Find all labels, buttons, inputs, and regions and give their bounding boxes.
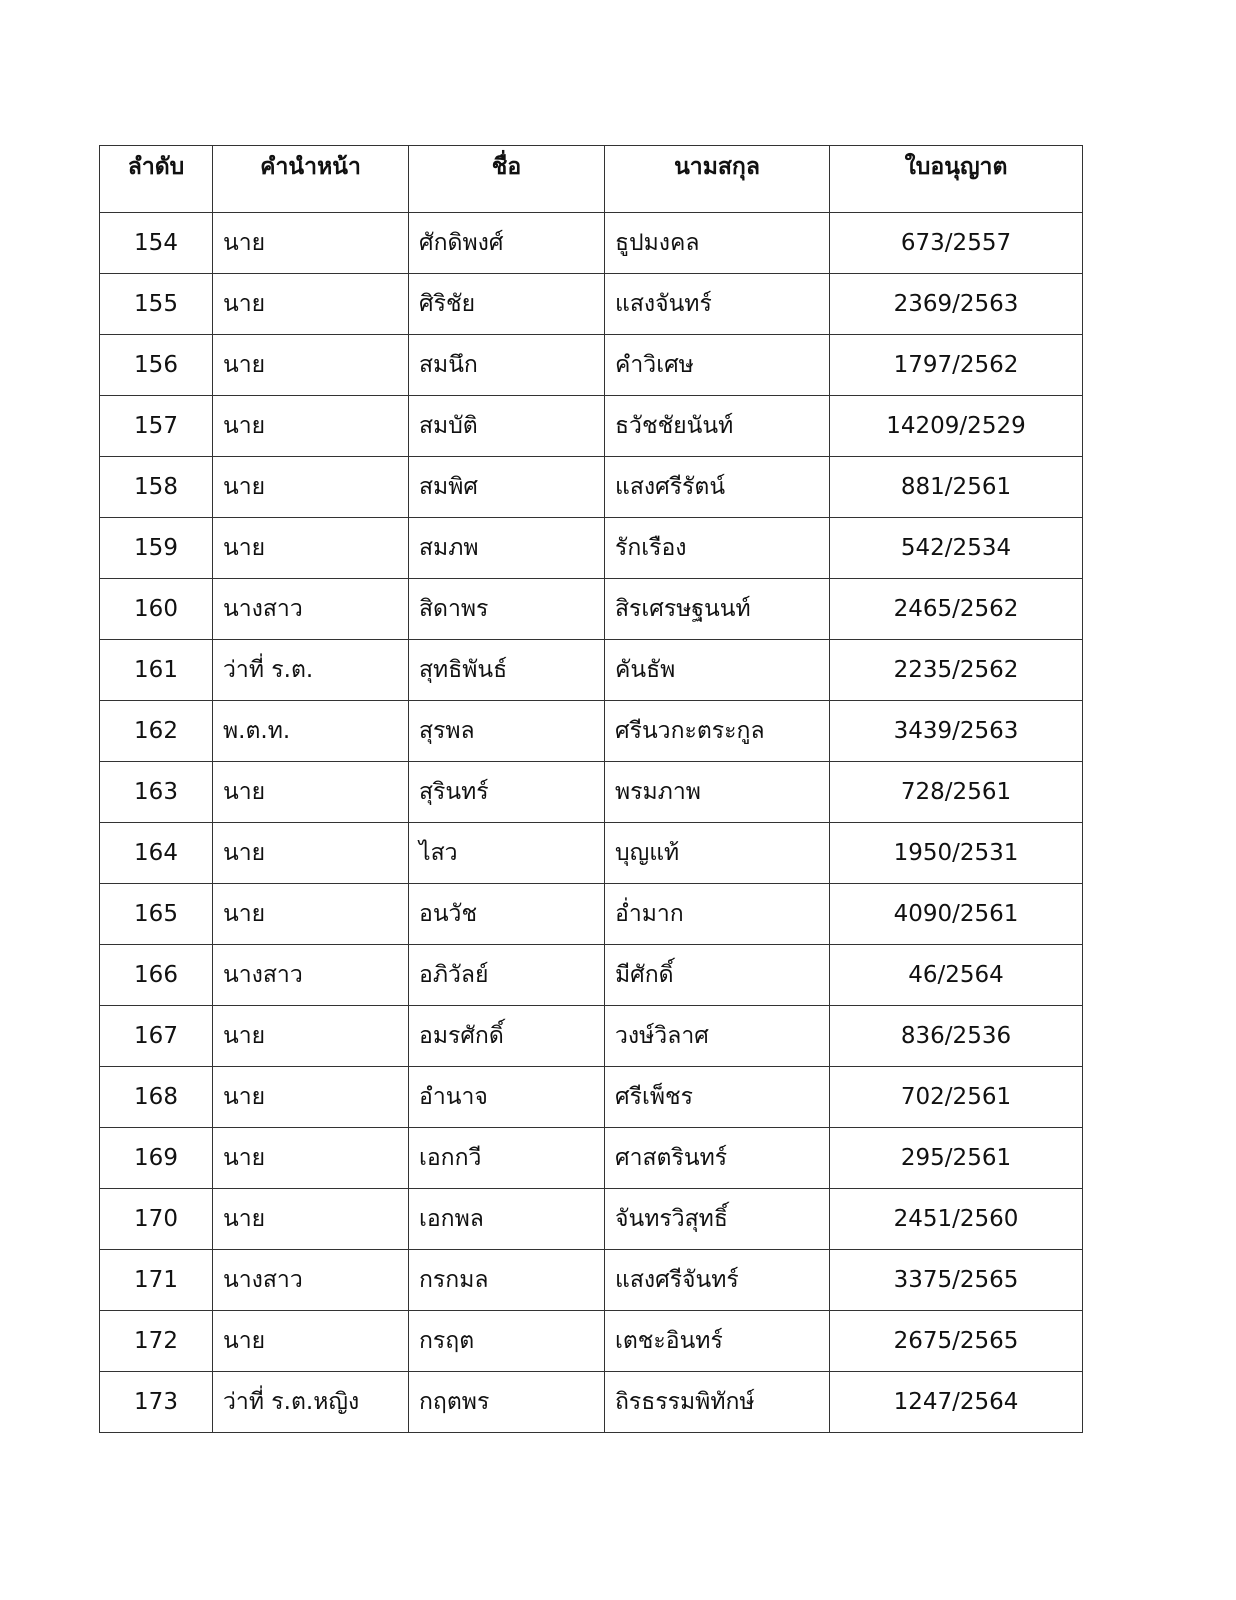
cell-last-name: แสงศรีรัตน์ [605,457,830,518]
table-row [100,640,1083,701]
cell-title: นางสาว [213,1250,409,1311]
table-row [100,762,1083,823]
table-row [100,518,1083,579]
cell-last-name: ธวัชชัยนันท์ [605,396,830,457]
cell-first-name: สุรพล [409,701,605,762]
cell-license: 46/2564 [830,945,1083,1006]
table-row [100,945,1083,1006]
cell-first-name: สุรินทร์ [409,762,605,823]
cell-first-name: สมนึก [409,335,605,396]
cell-no: 173 [100,1372,213,1433]
cell-no: 172 [100,1311,213,1372]
table-row [100,823,1083,884]
cell-first-name: ศักดิพงศ์ [409,213,605,274]
table-row [100,1067,1083,1128]
cell-no: 161 [100,640,213,701]
cell-license: 881/2561 [830,457,1083,518]
cell-last-name: ศรีนวกะตระกูล [605,701,830,762]
cell-last-name: บุญแท้ [605,823,830,884]
table-row [100,1372,1083,1433]
cell-title: นาย [213,213,409,274]
table-row [100,1250,1083,1311]
cell-license: 3375/2565 [830,1250,1083,1311]
cell-license: 2451/2560 [830,1189,1083,1250]
cell-first-name: ไสว [409,823,605,884]
cell-last-name: ศาสตรินทร์ [605,1128,830,1189]
table-row [100,1189,1083,1250]
table-row [100,1128,1083,1189]
cell-license: 2465/2562 [830,579,1083,640]
table-row [100,1311,1083,1372]
cell-license: 728/2561 [830,762,1083,823]
table-header [100,146,1083,213]
cell-first-name: อมรศักดิ์ [409,1006,605,1067]
table-body [100,213,1083,1433]
cell-last-name: คันธัพ [605,640,830,701]
cell-no: 155 [100,274,213,335]
cell-no: 159 [100,518,213,579]
cell-license: 2369/2563 [830,274,1083,335]
cell-first-name: สมภพ [409,518,605,579]
header-no: ลำดับ [100,146,213,213]
cell-no: 162 [100,701,213,762]
cell-last-name: สิรเศรษฐนนท์ [605,579,830,640]
cell-title: ว่าที่ ร.ต.หญิง [213,1372,409,1433]
cell-last-name: ธูปมงคล [605,213,830,274]
cell-title: นาย [213,274,409,335]
cell-first-name: เอกกวี [409,1128,605,1189]
cell-first-name: กรกมล [409,1250,605,1311]
cell-first-name: สิดาพร [409,579,605,640]
cell-last-name: แสงศรีจันทร์ [605,1250,830,1311]
cell-last-name: อ่ำมาก [605,884,830,945]
cell-title: นาย [213,396,409,457]
cell-title: นาย [213,1128,409,1189]
cell-title: นาย [213,762,409,823]
cell-last-name: รักเรือง [605,518,830,579]
cell-license: 3439/2563 [830,701,1083,762]
cell-no: 165 [100,884,213,945]
cell-last-name: วงษ์วิลาศ [605,1006,830,1067]
cell-last-name: คำวิเศษ [605,335,830,396]
cell-license: 295/2561 [830,1128,1083,1189]
header-title: คำนำหน้า [213,146,409,213]
cell-title: นาย [213,335,409,396]
cell-title: ว่าที่ ร.ต. [213,640,409,701]
cell-title: นาย [213,884,409,945]
cell-license: 2675/2565 [830,1311,1083,1372]
cell-title: นาย [213,457,409,518]
cell-license: 542/2534 [830,518,1083,579]
cell-title: นาย [213,1189,409,1250]
cell-first-name: กรฤต [409,1311,605,1372]
cell-no: 156 [100,335,213,396]
cell-title: พ.ต.ท. [213,701,409,762]
header-license: ใบอนุญาต [830,146,1083,213]
cell-last-name: จันทรวิสุทธิ์ [605,1189,830,1250]
table-row [100,335,1083,396]
cell-no: 168 [100,1067,213,1128]
cell-no: 166 [100,945,213,1006]
cell-no: 157 [100,396,213,457]
table-row [100,884,1083,945]
license-register-table [99,145,1083,1433]
table-row [100,396,1083,457]
cell-license: 1247/2564 [830,1372,1083,1433]
cell-first-name: สมบัติ [409,396,605,457]
cell-license: 673/2557 [830,213,1083,274]
table-row [100,1006,1083,1067]
cell-license: 702/2561 [830,1067,1083,1128]
header-last-name: นามสกุล [605,146,830,213]
table-row [100,213,1083,274]
cell-title: นาย [213,1311,409,1372]
cell-title: นางสาว [213,579,409,640]
cell-last-name: มีศักดิ์ [605,945,830,1006]
cell-title: นาย [213,1067,409,1128]
table-row [100,274,1083,335]
cell-title: นาย [213,518,409,579]
cell-license: 1797/2562 [830,335,1083,396]
cell-license: 4090/2561 [830,884,1083,945]
cell-no: 169 [100,1128,213,1189]
cell-no: 167 [100,1006,213,1067]
cell-license: 2235/2562 [830,640,1083,701]
cell-first-name: สุทธิพันธ์ [409,640,605,701]
cell-license: 1950/2531 [830,823,1083,884]
cell-title: นางสาว [213,945,409,1006]
cell-last-name: เตชะอินทร์ [605,1311,830,1372]
cell-no: 163 [100,762,213,823]
cell-no: 154 [100,213,213,274]
cell-last-name: พรมภาพ [605,762,830,823]
cell-no: 160 [100,579,213,640]
cell-first-name: อำนาจ [409,1067,605,1128]
cell-first-name: อภิวัลย์ [409,945,605,1006]
table-row [100,457,1083,518]
cell-no: 170 [100,1189,213,1250]
cell-license: 836/2536 [830,1006,1083,1067]
cell-first-name: เอกพล [409,1189,605,1250]
table-row [100,701,1083,762]
cell-title: นาย [213,1006,409,1067]
cell-first-name: สมพิศ [409,457,605,518]
cell-first-name: ศิริชัย [409,274,605,335]
cell-no: 171 [100,1250,213,1311]
header-first-name: ชื่อ [409,146,605,213]
cell-license: 14209/2529 [830,396,1083,457]
cell-last-name: ถิรธรรมพิทักษ์ [605,1372,830,1433]
cell-last-name: ศรีเพ็ชร [605,1067,830,1128]
cell-last-name: แสงจันทร์ [605,274,830,335]
cell-no: 164 [100,823,213,884]
cell-first-name: อนวัช [409,884,605,945]
cell-no: 158 [100,457,213,518]
cell-title: นาย [213,823,409,884]
header-row [100,146,1083,213]
table-row [100,579,1083,640]
cell-first-name: กฤตพร [409,1372,605,1433]
